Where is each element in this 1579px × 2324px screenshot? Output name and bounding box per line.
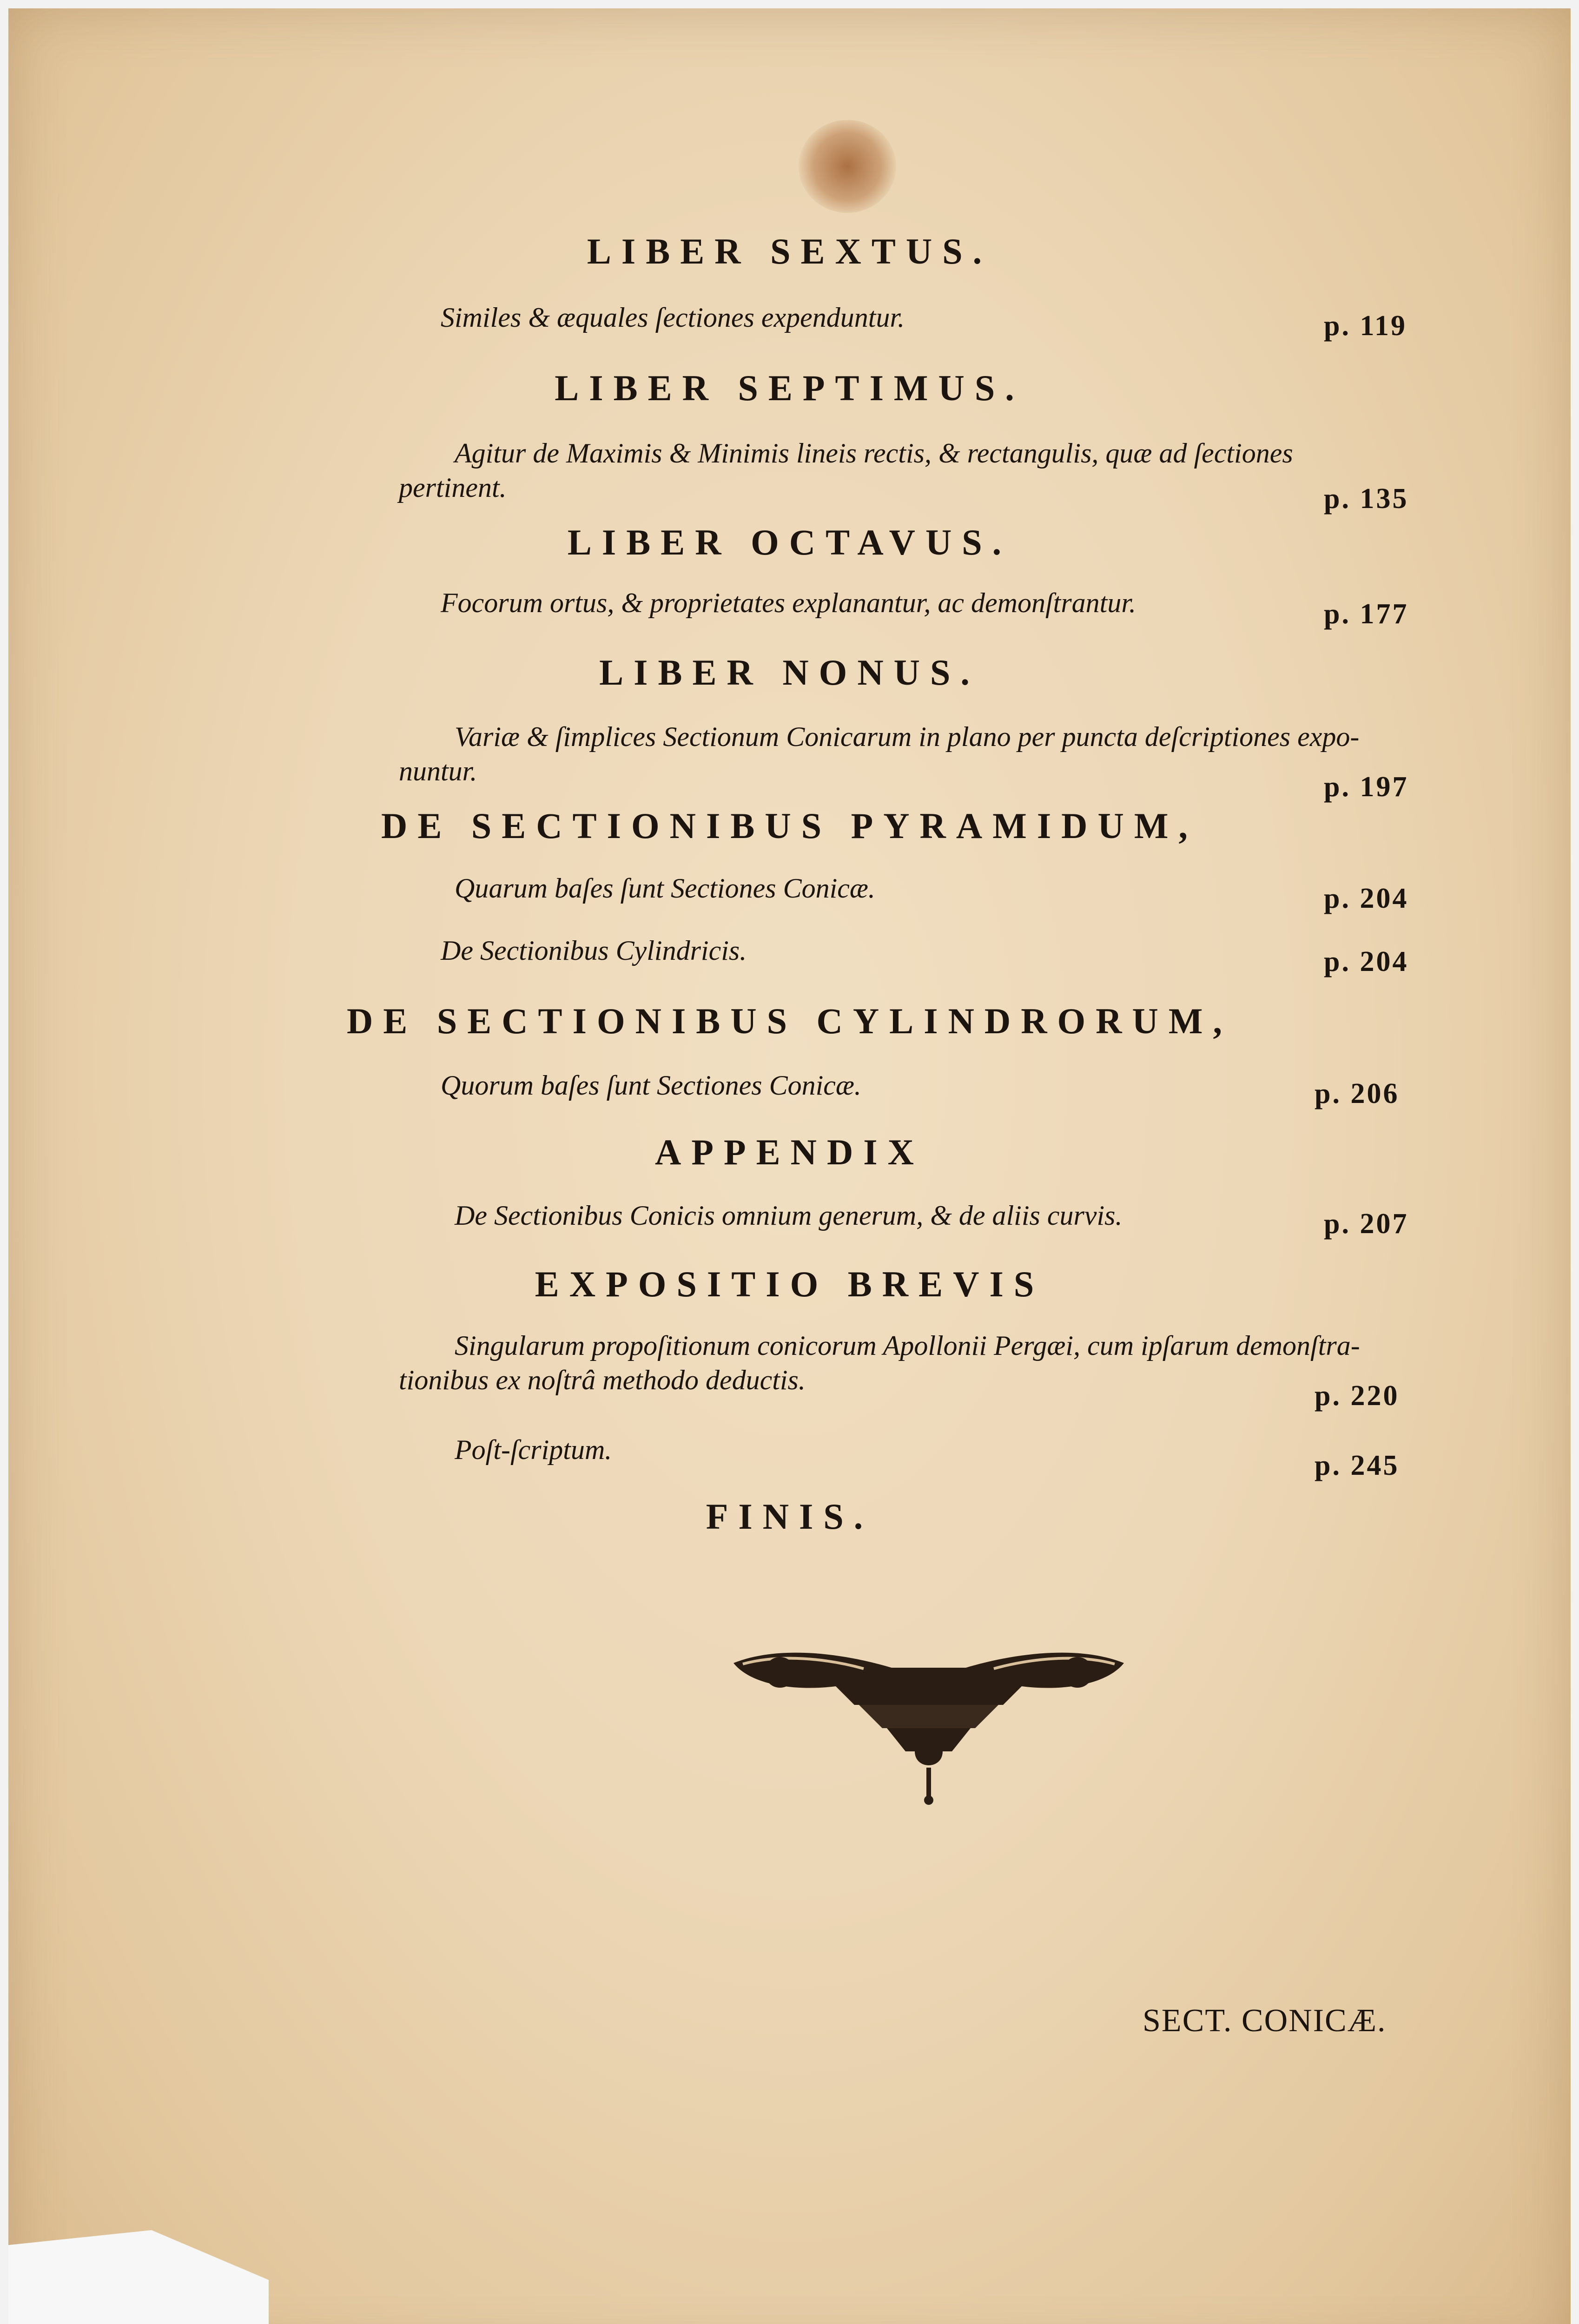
entry-liber-octavus: Focorum ortus, & proprietates explanantur, ac demonſtrantur. [441, 588, 1136, 618]
page-number: p. 245 [1315, 1450, 1400, 1481]
page-number: p. 197 [1324, 771, 1409, 803]
heading-appendix: APPENDIX [655, 1132, 924, 1172]
heading-liber-septimus: LIBER SEPTIMUS. [555, 368, 1024, 408]
entry-pyramidum: Quarum baſes ſunt Sectiones Conicæ. [455, 873, 875, 904]
entry-liber-sextus: Similes & æquales ſectiones expenduntur. [441, 302, 905, 333]
page-number: p. 220 [1315, 1380, 1400, 1412]
page-number: p. 207 [1324, 1208, 1409, 1240]
entry-cylindricis: De Sectionibus Cylindricis. [441, 935, 747, 966]
page-number: p. 206 [1315, 1078, 1400, 1109]
entry-liber-septimus-line2: pertinent. [399, 472, 507, 503]
signature-mark: SECT. CONICÆ. [1143, 2003, 1387, 2039]
heading-liber-octavus: LIBER OCTAVUS. [567, 522, 1012, 562]
ink-stain [799, 120, 896, 213]
page-number: p. 135 [1324, 483, 1409, 515]
page-number: p. 119 [1324, 310, 1407, 342]
entry-post-scriptum: Poſt-ſcriptum. [455, 1434, 612, 1465]
entry-expositio-line1: Singularum propoſitionum conicorum Apollonii Pergæi, cum ipſarum demonſtra- [455, 1330, 1360, 1361]
book-page [8, 8, 1571, 2324]
page-number: p. 204 [1324, 946, 1409, 977]
heading-cylindrorum: DE SECTIONIBUS CYLINDRORUM, [346, 1001, 1233, 1041]
heading-pyramidum: DE SECTIONIBUS PYRAMIDUM, [381, 805, 1198, 846]
page-corner-tear [8, 2230, 269, 2324]
entry-liber-nonus-line2: nuntur. [399, 756, 477, 786]
entry-cylindrorum: Quorum baſes ſunt Sectiones Conicæ. [441, 1070, 861, 1101]
page-number: p. 204 [1324, 883, 1409, 914]
heading-expositio-brevis: EXPOSITIO BREVIS [535, 1264, 1044, 1304]
page-number: p. 177 [1324, 598, 1409, 630]
entry-expositio-line2: tionibus ex noſtrâ methodo deductis. [399, 1365, 806, 1395]
heading-liber-sextus: LIBER SEXTUS. [587, 231, 992, 271]
entry-appendix: De Sectionibus Conicis omnium generum, & de aliis curvis. [455, 1200, 1123, 1231]
entry-liber-nonus-line1: Variæ & ſimplices Sectionum Conicarum in plano per puncta deſcriptiones expo- [455, 721, 1360, 752]
scroll-bracket-ornament-icon [724, 1635, 1133, 1812]
finis-text: FINIS. [706, 1496, 873, 1537]
entry-liber-septimus-line1: Agitur de Maximis & Minimis lineis rectis, & rectangulis, quæ ad ſectiones [455, 438, 1293, 469]
heading-liber-nonus: LIBER NONUS. [599, 652, 980, 693]
